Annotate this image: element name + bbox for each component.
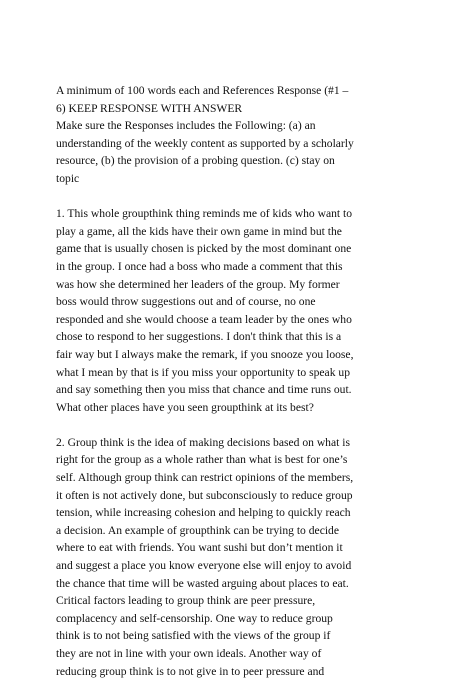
text-line: responded and she would choose a team leader by the ones who [56, 312, 352, 326]
paragraph-gap [56, 416, 412, 434]
text-line: self. Although group think can restrict opinions of the members, [56, 471, 354, 485]
text-line: play a game, all the kids have their own game in mind but the [56, 224, 342, 238]
text-line: boss would throw suggestions out and of course, no one [56, 295, 316, 309]
response-2-paragraph [56, 434, 412, 680]
text-line: what I mean by that is if you miss your opportunity to speak up [56, 365, 350, 379]
text-line: complacency and self-censorship. One way to reduce group [56, 611, 333, 625]
text-line: Critical factors leading to group think are peer pressure, [56, 594, 316, 608]
text-line: game that is usually chosen is picked by the most dominant one [56, 242, 352, 256]
text-line: right for the group as a whole rather than what is best for one’s [56, 453, 348, 467]
text-line: 2. Group think is the idea of making decisions based on what is [56, 435, 350, 449]
text-line: A minimum of 100 words each and References Response (#1 – [56, 84, 349, 97]
text-line: they are not in line with your own ideals. Another way of [56, 647, 322, 660]
text-line: the chance that time will be wasted arguing about places to eat. [56, 576, 349, 590]
document-text [56, 82, 412, 680]
text-line: in the group. I once had a boss who made a comment that this [56, 259, 343, 273]
text-line: topic [56, 171, 80, 185]
text-line: understanding of the weekly content as supported by a scholarly [56, 136, 354, 150]
text-line: and say something then you miss that chance and time runs out. [56, 383, 352, 397]
text-line: chose to respond to her suggestions. I don't think that this is a [56, 330, 342, 344]
response-1-paragraph [56, 205, 412, 416]
text-line: was how she determined her leaders of the group. My former [56, 277, 340, 291]
text-line: think is to not being satisfied with the views of the group if [56, 629, 331, 643]
text-line: 6) KEEP RESPONSE WITH ANSWER [56, 101, 243, 115]
text-line: a decision. An example of groupthink can be trying to decide [56, 523, 339, 537]
text-line: resource, (b) the provision of a probing question. (c) stay on [56, 154, 335, 168]
text-line: 1. This whole groupthink thing reminds me of kids who want to [56, 207, 353, 221]
text-line: where to eat with friends. You want sushi but don’t mention it [56, 541, 343, 555]
assignment-instructions [56, 82, 412, 188]
text-line: and suggest a place you know everyone else will enjoy to avoid [56, 559, 352, 573]
paragraph-gap [56, 188, 412, 206]
text-line: fair way but I always make the remark, if you snooze you loose, [56, 347, 354, 361]
text-line: What other places have you seen groupthink at its best? [56, 400, 314, 414]
text-line: it often is not actively done, but subconsciously to reduce group [56, 488, 353, 502]
text-line: Make sure the Responses includes the Following: (a) an [56, 119, 316, 133]
text-line: reducing group think is to not give in to peer pressure and [56, 664, 325, 678]
text-line: tension, while increasing cohesion and helping to quickly reach [56, 506, 351, 520]
